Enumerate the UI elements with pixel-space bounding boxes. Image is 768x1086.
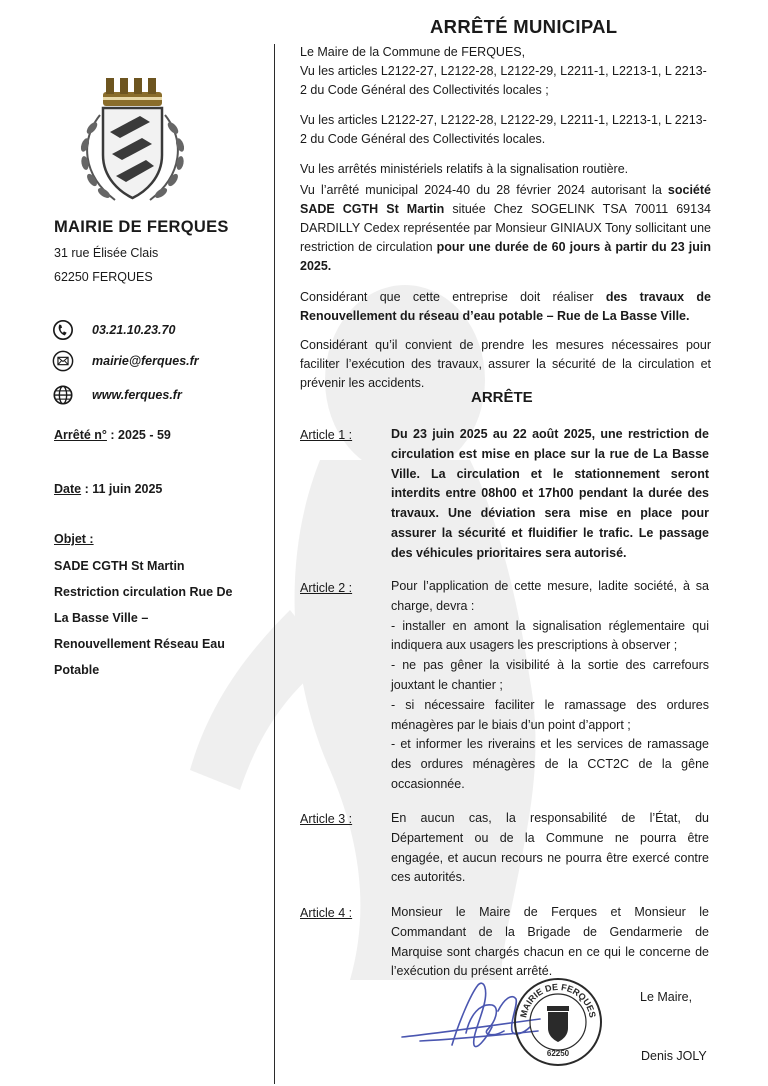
email-address[interactable]: mairie@ferques.fr	[92, 354, 199, 368]
signer-title: Le Maire,	[640, 990, 693, 1004]
globe-icon	[52, 384, 74, 406]
article-1-label: Article 1 :	[300, 428, 353, 442]
objet-line: Restriction circulation Rue De	[54, 585, 233, 599]
vu-municipal-duration: pour une durée de 60 jours à partir du 23 juin 2025.	[300, 240, 712, 273]
article-2-intro: Pour l’application de cette mesure, ladite société, à sa charge, devra :	[391, 579, 709, 613]
objet-label: Objet :	[54, 532, 94, 546]
mairie-stamp	[512, 976, 604, 1068]
column-divider	[274, 44, 275, 1084]
address-street: 31 rue Élisée Clais	[54, 246, 159, 260]
objet-line: SADE CGTH St Martin	[54, 559, 185, 573]
article-2-body	[391, 577, 709, 795]
article-2-label: Article 2 :	[300, 581, 353, 595]
vu-municipal-text: située Chez SOGELINK TSA 70011 69134 DARDILLY Cedex représentée par Monsieur GINIAUX Tony sollicitant une restriction de circulation	[300, 202, 711, 254]
vu-arretes: Vu les arrêtés ministériels relatifs à la signalisation routière.	[300, 162, 629, 176]
arrete-date-value: : 11 juin 2025	[81, 482, 163, 496]
vu-municipal-company: société SADE CGTH St Martin	[300, 183, 711, 216]
phone-icon	[52, 319, 74, 341]
contact-phone	[52, 319, 175, 341]
contact-email	[52, 350, 199, 372]
document-title: ARRÊTÉ MUNICIPAL	[430, 16, 618, 37]
article-2-item: - si nécessaire faciliter le ramassage des ordures ménagères par le biais d’un point d’apport ;	[391, 697, 709, 732]
arrete-date-label: Date	[54, 482, 82, 496]
article-2-item: - ne pas gêner la visibilité à la sortie des carrefours jouxtant le chantier ;	[391, 658, 709, 692]
article-3-label: Article 3 :	[300, 812, 353, 826]
intro-line: Le Maire de la Commune de FERQUES,	[300, 45, 526, 59]
address-city: 62250 FERQUES	[54, 270, 153, 284]
vu-municipal	[300, 181, 711, 276]
arrete-number-label: Arrêté n°	[54, 428, 107, 442]
mail-icon	[52, 350, 74, 372]
mairie-name: MAIRIE DE FERQUES	[54, 218, 229, 236]
preamble-intro	[300, 43, 711, 100]
objet-line: Renouvellement Réseau Eau	[54, 637, 225, 651]
crest-logo	[70, 70, 195, 210]
section-heading: ARRÊTE	[471, 389, 533, 406]
article-1-body: Du 23 juin 2025 au 22 août 2025, une restriction de circulation est mise en place sur la rue de La Basse Ville. La circulation et le stationnement seront interdits entre 08h00 et 17h00 pendant la durée des travaux. Une déviation sera mise en place pour assurer la sécurité et fluidifier le trafic. Le passage des véhicules prioritaires sera autorisé.	[391, 427, 709, 560]
vu-municipal-text: Vu l’arrêté municipal 2024-40 du 28 février 2024 autorisant la	[300, 183, 668, 197]
stamp-code: 62250	[546, 1049, 570, 1058]
article-3-body: En aucun cas, la responsabilité de l’État, du Département ou de la Commune ne pourra être engagée, et aucun recours ne pourra être exercé contre ces autorités.	[391, 811, 709, 885]
vu-articles-1: Vu les articles L2122-27, L2122-28, L2122-29, L2211-1, L2213-1, L 2213-2 du Code Général des Collectivités locales ;	[300, 64, 707, 97]
stamp-text: MAIRIE DE FERQUES	[518, 981, 598, 1019]
considerant-1-works: des travaux de Renouvellement du réseau d’eau potable – Rue de La Basse Ville.	[300, 290, 712, 323]
objet-line: La Basse Ville –	[54, 611, 149, 625]
contact-website	[52, 384, 182, 406]
considerant-1	[300, 288, 711, 326]
arrete-date	[54, 482, 162, 496]
arrete-number-value: : 2025 - 59	[106, 428, 171, 442]
article-4-label: Article 4 :	[300, 906, 353, 920]
considerant-1-text: Considérant que cette entreprise doit réaliser	[300, 290, 606, 304]
signer-name: Denis JOLY	[641, 1049, 707, 1063]
objet-text	[54, 553, 254, 683]
phone-number[interactable]: 03.21.10.23.70	[92, 323, 176, 337]
objet-line: Potable	[54, 663, 100, 677]
article-4-body: Monsieur le Maire de Ferques et Monsieur le Commandant de la Brigade de Gendarmerie de Marquise sont chargés chacun en ce qui le concerne de l’exécution du présent arrêté.	[391, 905, 709, 979]
arrete-number	[54, 428, 171, 442]
considerant-2: Considérant qu’il convient de prendre les mesures nécessaires pour faciliter l’exécution des travaux, assurer la sécurité de la circulation et prévenir les accidents.	[300, 338, 711, 390]
website-url[interactable]: www.ferques.fr	[92, 388, 182, 402]
vu-articles-2: Vu les articles L2122-27, L2122-28, L2122-29, L2211-1, L2213-1, L 2213-2 du Code Général des Collectivités locales.	[300, 113, 707, 146]
article-2-item: - et informer les riverains et les services de ramassage des ordures ménagères de la CCT2C de la gêne occasionnée.	[391, 737, 709, 791]
article-2-item: - installer en amont la signalisation réglementaire qui indiquera aux usagers les prescriptions à observer ;	[391, 618, 709, 653]
